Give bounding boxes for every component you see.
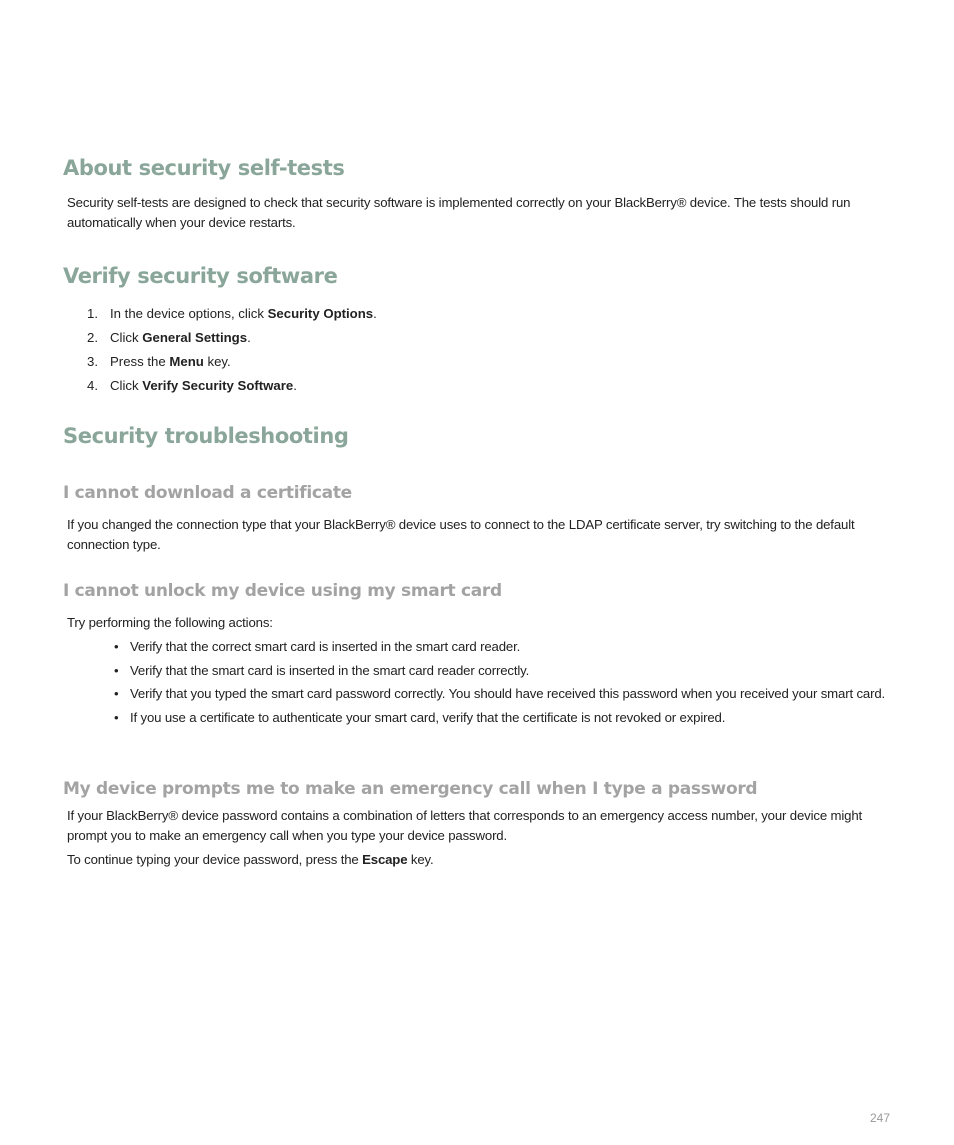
list-item-text: Verify that the smart card is inserted in the smart card reader correctly. [130, 662, 530, 678]
heading-security-troubleshooting: Security troubleshooting [63, 424, 349, 448]
bullet-icon: • [114, 709, 119, 725]
list-item-text: Verify that the correct smart card is inserted in the smart card reader. [130, 639, 521, 654]
paragraph-smart-card-intro: Try performing the following actions: [67, 615, 273, 630]
continue-text-end: key. [407, 852, 434, 867]
paragraph-emergency: If your BlackBerry® device password contains a combination of letters that corresponds to an emergency access number, your device might prompt you to make an emergency call when you type your device password. [67, 808, 863, 843]
escape-key-label: Escape [362, 852, 408, 867]
bullet-icon: • [114, 639, 119, 654]
heading-emergency-call-prompt: My device prompts me to make an emergency call when I type a password [63, 779, 758, 799]
paragraph-self-tests: Security self-tests are designed to check that security software is implemented correctly on your BlackBerry® device. The tests should run automatically when your device restarts. [67, 195, 851, 230]
step-item [67, 329, 377, 353]
step-number: 1. [87, 306, 98, 321]
page-number: 247 [869, 1111, 890, 1125]
step-number: 3. [87, 354, 98, 369]
verify-steps-list [67, 305, 377, 401]
step-text: Click [110, 378, 143, 393]
heading-verify-security-software: Verify security software [63, 264, 338, 288]
step-ui-label: Security Options [267, 306, 374, 321]
step-text-end: key. [203, 354, 231, 369]
step-item [67, 305, 377, 329]
step-ui-label: Verify Security Software [142, 378, 294, 393]
step-item [67, 353, 377, 377]
step-ui-label: General Settings [142, 330, 248, 345]
list-item [110, 708, 894, 728]
paragraph-certificate: If you changed the connection type that your BlackBerry® device uses to connect to the LDAP certificate server, try switching to the default connection type. [67, 517, 855, 552]
list-item [110, 661, 894, 681]
continue-text: To continue typing your device password, press the [67, 852, 363, 867]
step-number: 4. [87, 378, 98, 393]
list-item [110, 637, 894, 657]
step-text: Press the [110, 354, 170, 369]
heading-cannot-unlock-smart-card: I cannot unlock my device using my smart card [63, 581, 502, 601]
step-ui-label: Menu [169, 354, 204, 369]
heading-about-security-self-tests: About security self-tests [63, 156, 345, 180]
list-item-text: If you use a certificate to authenticate your smart card, verify that the certificate is not revoked or expired. [130, 709, 726, 725]
list-item-text: Verify that you typed the smart card password correctly. You should have received this password when you received your smart card. [130, 686, 886, 701]
list-item [110, 684, 894, 704]
step-text: Click [110, 330, 143, 345]
step-text-end: . [373, 306, 377, 321]
step-text: In the device options, click [110, 306, 268, 321]
step-text-end: . [247, 330, 251, 345]
bullet-icon: • [114, 686, 119, 701]
step-text-end: . [293, 378, 297, 393]
step-item [67, 377, 377, 401]
step-number: 2. [87, 330, 98, 345]
smart-card-actions-list [110, 637, 894, 731]
paragraph-continue-typing [67, 850, 893, 870]
bullet-icon: • [114, 662, 119, 678]
heading-cannot-download-certificate: I cannot download a certificate [63, 483, 352, 503]
